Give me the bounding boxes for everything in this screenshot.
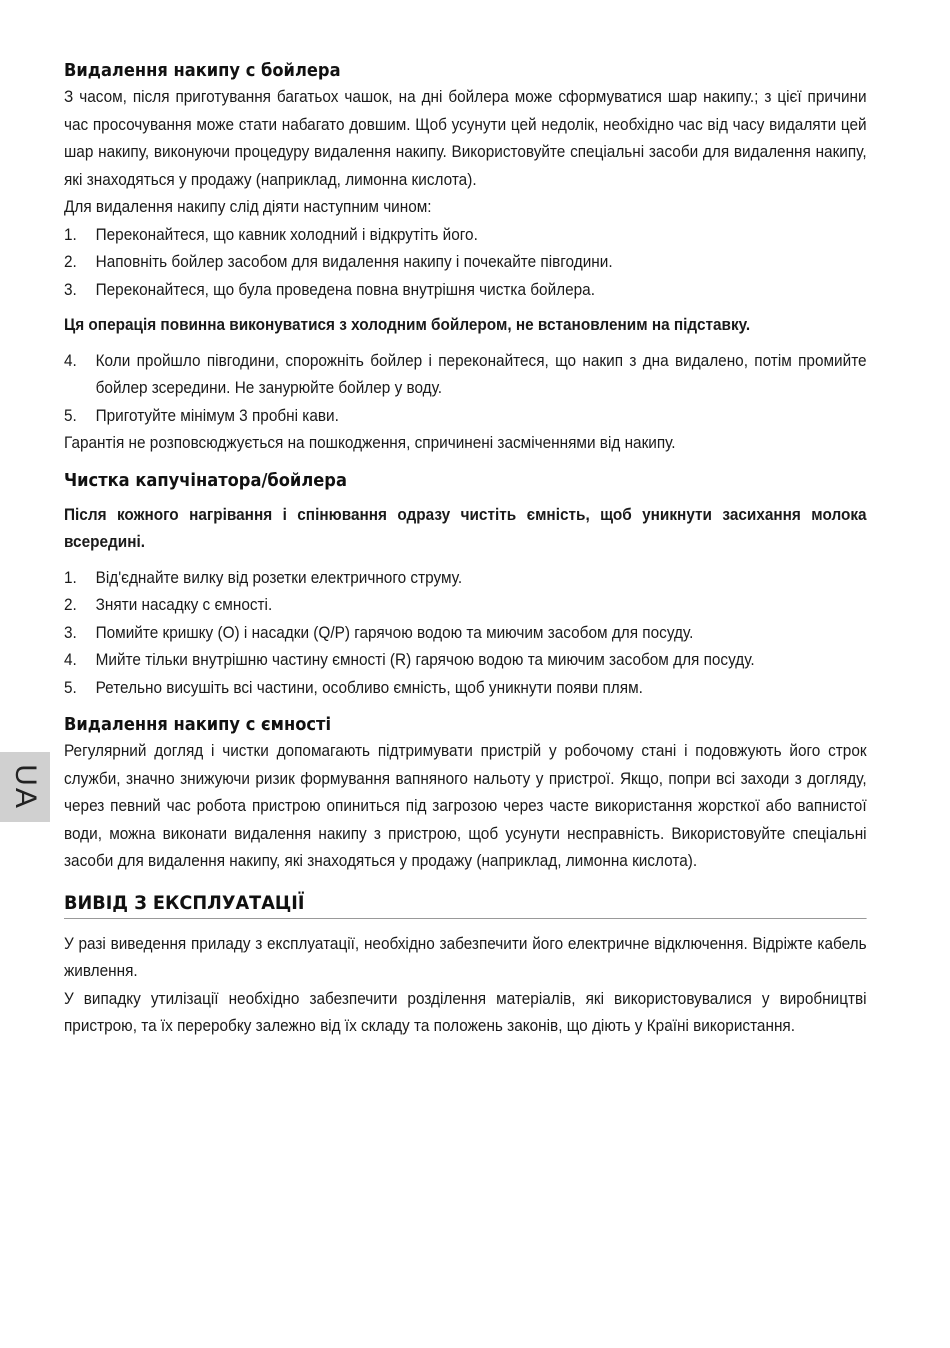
paragraph-intro: З часом, після приготування багатьох чашок, на дні бойлера може сформуватися шар накипу.; з цієї причини час просочування може стати набагато довшим. Щоб усунути цей недолік, необхідно час від часу видаляти цей шар накипу, виконуючи процедуру видалення накипу. Використовуйте спеціальні засоби для видалення накипу, які знаходяться у продажу (наприклад, лимонна кислота). xyxy=(64,88,867,189)
list-number: 4. xyxy=(64,351,77,370)
warning-text: Ця операція повинна виконуватися з холодним бойлером, не встановленим на підставку. xyxy=(64,316,751,334)
list-item xyxy=(64,647,867,675)
list-text: Від'єднайте вилку від розетки електричного струму. xyxy=(95,568,463,587)
list-text: Помийте кришку (O) і насадки (Q/P) гарячою водою та миючим засобом для посуду. xyxy=(95,623,694,642)
list-item xyxy=(64,249,867,277)
list-text: Зняти насадку с ємності. xyxy=(95,596,273,614)
section-decommissioning xyxy=(64,890,867,1041)
paragraph-2: У випадку утилізації необхідно забезпечити розділення матеріалів, які використовувалися у виробництві пристрою, та їх переробку залежно від їх складу та положень законів, що діють у Країні використання. xyxy=(64,989,867,1035)
list-text: Наповніть бойлер засобом для видалення накипу і почекайте півгодини. xyxy=(95,253,613,271)
list-number: 3. xyxy=(64,280,77,299)
language-tab xyxy=(0,752,50,822)
section-title-major: ВИВІД З ЕКСПЛУАТАЦІЇ xyxy=(64,890,867,919)
list-item xyxy=(64,277,867,305)
list-text: Коли пройшло півгодини, спорожніть бойлер і переконайтеся, що накип з дна видалено, потім промийте бойлер зсередини. Не занурюйте бойлер у воду. xyxy=(95,351,867,397)
list-text: Переконайтеся, що була проведена повна внутрішня чистка бойлера. xyxy=(95,280,595,299)
paragraph-lead: Для видалення накипу слід діяти наступним чином: xyxy=(64,198,432,216)
list-item xyxy=(64,348,867,403)
list-number: 1. xyxy=(64,568,77,587)
list-text: Переконайтеся, що кавник холодний і відкрутіть його. xyxy=(95,225,478,244)
section-descaling-container xyxy=(64,712,867,876)
document-page xyxy=(64,58,867,1041)
list-number: 1. xyxy=(64,225,77,244)
steps-list-a xyxy=(64,222,867,305)
paragraph-body: Регулярний догляд і чистки допомагають підтримувати пристрій у робочому стані і подовжують його строк служби, значно знижуючи ризик формування вапняного нальоту у пристрої. Якщо, попри всі заходи з догляду, через певний час робота пристрою опиниться під загрозою через часте використання жорсткої або вапнистої води, можна виконати видалення накипу з пристрою, щоб усунути несправність. Використовуйте спеціальні засоби для видалення накипу, які знаходяться у продажу (наприклад, лимонна кислота). xyxy=(64,742,867,870)
list-item xyxy=(64,620,867,648)
list-number: 4. xyxy=(64,651,77,669)
warning-text: Після кожного нагрівання і спінювання одразу чистіть ємність, щоб уникнути засихання молока всередині. xyxy=(64,505,867,551)
list-number: 2. xyxy=(64,596,77,614)
steps-list xyxy=(64,565,867,703)
language-tab-label: UA xyxy=(9,764,42,810)
list-number: 5. xyxy=(64,406,77,425)
list-item xyxy=(64,403,867,431)
list-number: 2. xyxy=(64,253,77,271)
paragraph-1: У разі виведення приладу з експлуатації, необхідно забезпечити його електричне відключення. Відріжте кабель живлення. xyxy=(64,934,867,980)
list-item xyxy=(64,222,867,250)
list-text: Приготуйте мінімум 3 пробні кави. xyxy=(95,406,339,425)
section-descaling-boiler xyxy=(64,58,867,458)
paragraph-note: Гарантія не розповсюджується на пошкодження, спричинені засміченнями від накипу. xyxy=(64,434,676,452)
list-item xyxy=(64,675,867,703)
section-title: Чистка капучінатора/бойлера xyxy=(64,470,347,491)
list-item xyxy=(64,565,867,593)
section-title: Видалення накипу с бойлера xyxy=(64,61,341,81)
list-text: Мийте тільки внутрішню частину ємності (R) гарячою водою та миючим засобом для посуду. xyxy=(95,651,755,669)
list-number: 5. xyxy=(64,678,77,697)
list-number: 3. xyxy=(64,623,77,642)
list-text: Ретельно висушіть всі частини, особливо ємність, щоб уникнути появи плям. xyxy=(95,678,643,697)
section-cleaning-cappuccinator xyxy=(64,468,867,703)
list-item xyxy=(64,592,867,620)
steps-list-b xyxy=(64,348,867,431)
section-title: Видалення накипу с ємності xyxy=(64,715,332,735)
